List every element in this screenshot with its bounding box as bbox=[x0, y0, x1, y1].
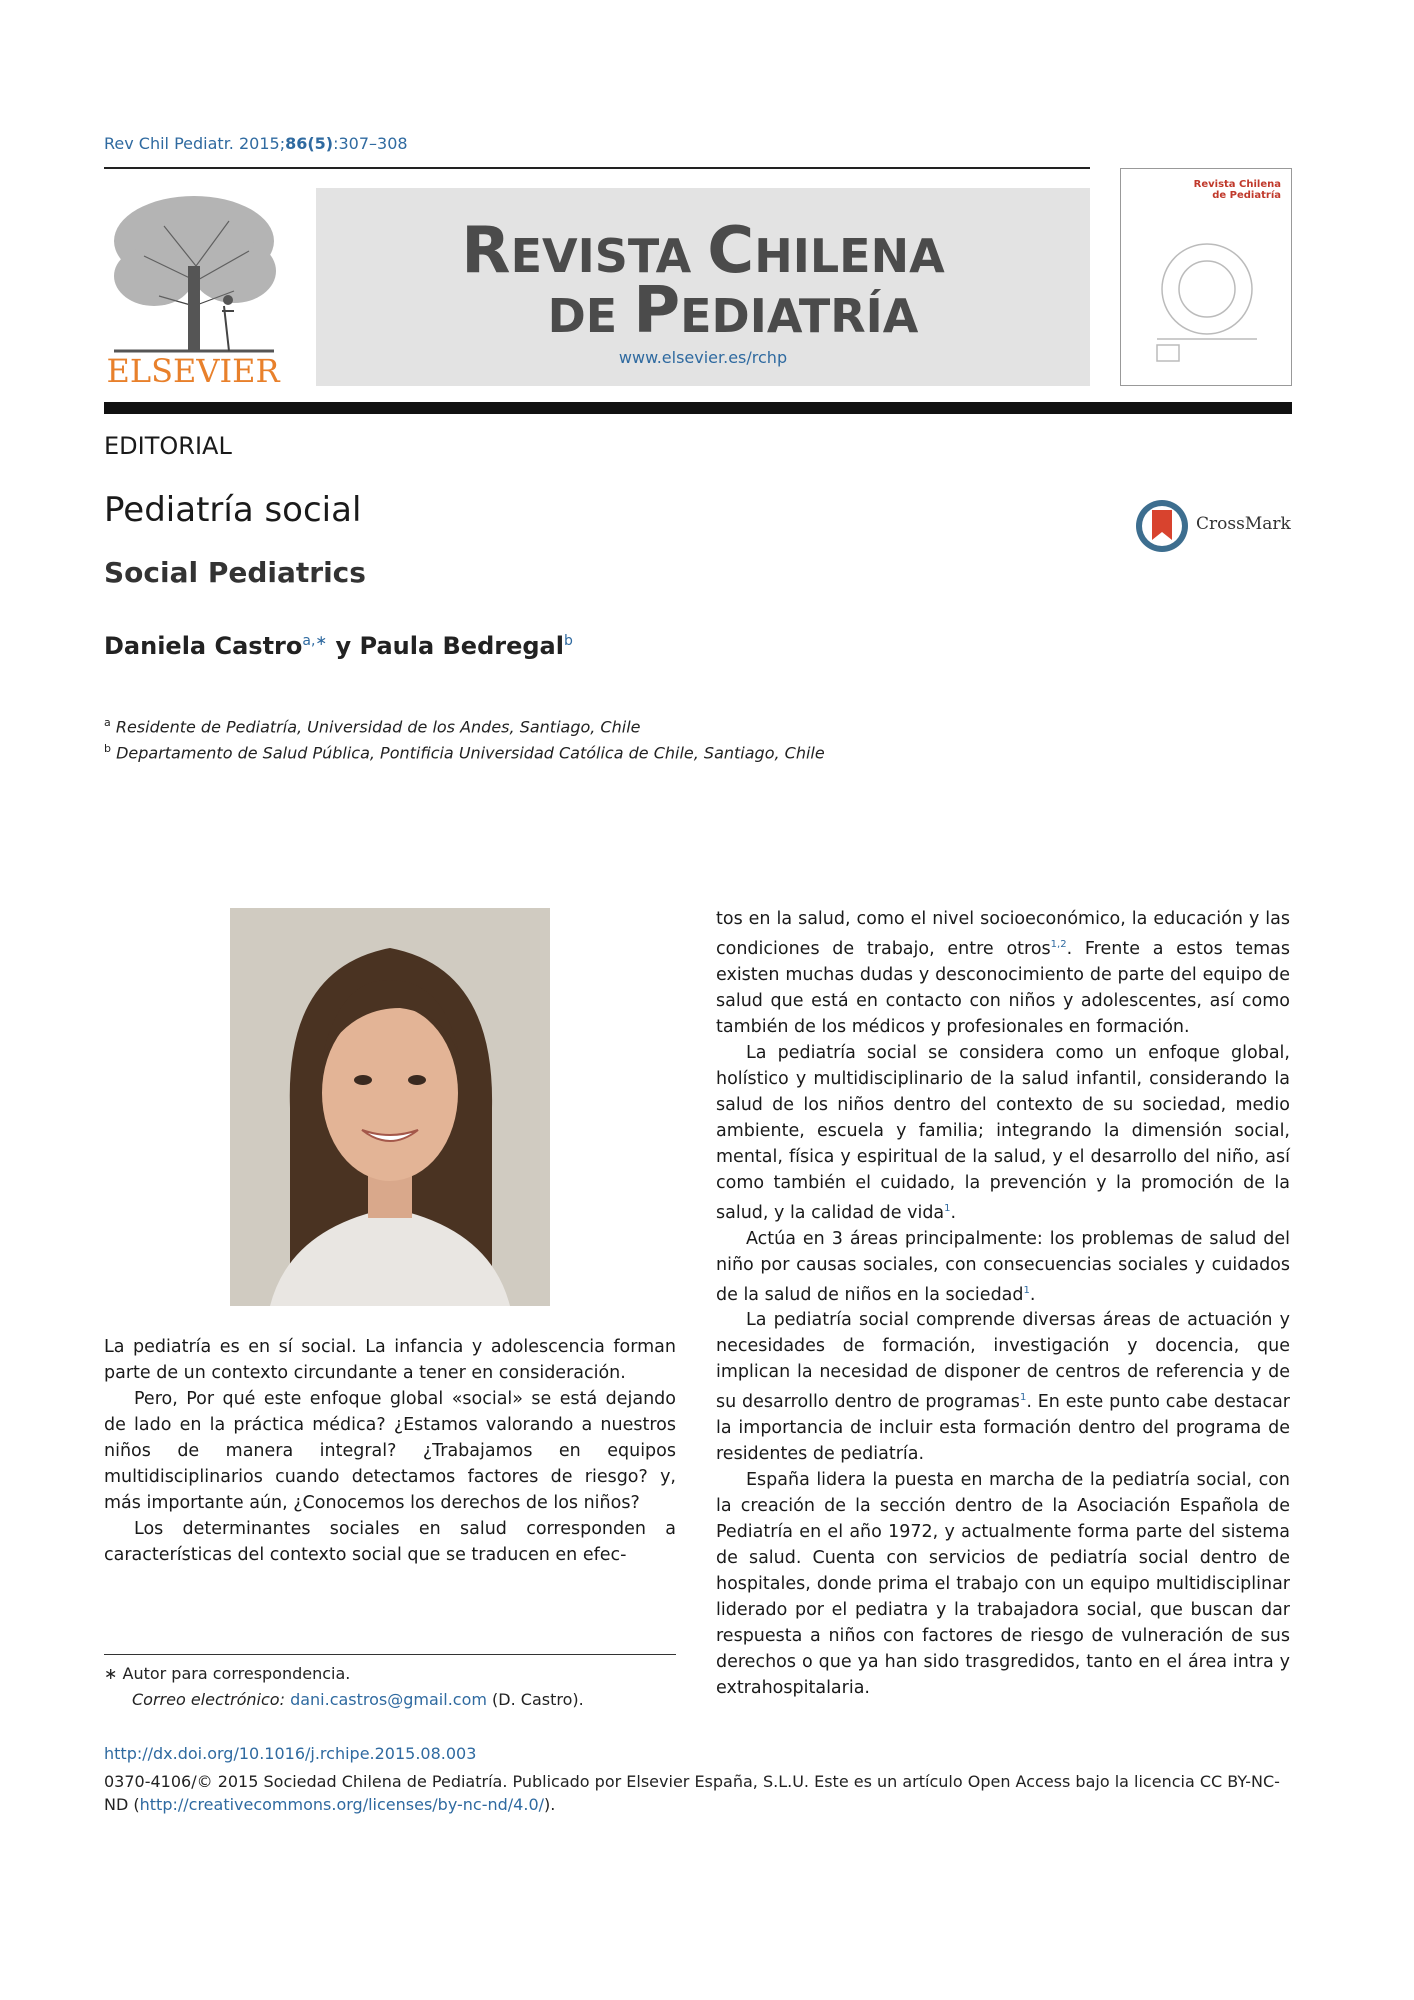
body-column-right bbox=[716, 906, 1290, 1701]
reference-link[interactable]: 1 bbox=[944, 1202, 951, 1214]
paragraph: Pero, Por qué este enfoque global «social» se está dejando de lado en la práctica médica? ¿Estamos valorando a nuestros niños de manera integral? ¿Trabajamos en equipos multidisciplinarios cuando detectamos factores de riesgo? y, más importante aún, ¿Conocemos los derechos de los niños? bbox=[104, 1389, 676, 1513]
footnote-divider bbox=[104, 1654, 676, 1655]
author-name[interactable]: Daniela Castro bbox=[104, 632, 303, 660]
paragraph: La pediatría es en sí social. La infancia y adolescencia forman parte de un contexto circundante a tener en consideración. bbox=[104, 1337, 676, 1383]
paragraph: tos en la salud, como el nivel socioeconómico, la educación y las condiciones de trabajo, entre otros$^{1,2}$. Frente a estos temas existen muchas dudas y desconocimiento de parte del equipo de salud que está en contacto con niños y adolescentes, así como también de los médicos y profesionales en formación. bbox=[716, 909, 1290, 1037]
journal-name-line1: REVISTA CHILENA bbox=[461, 214, 945, 288]
author-list: Daniela Castro$^{a,∗}$ y Paula Bedregal$^b$ bbox=[104, 632, 573, 660]
elsevier-wordmark: ELSEVIER bbox=[106, 352, 280, 390]
journal-cover-thumbnail bbox=[1120, 168, 1292, 386]
license-link[interactable]: http://creativecommons.org/licenses/by-nc-nd/4.0/ bbox=[139, 1795, 545, 1814]
paragraph: La pediatría social comprende diversas áreas de actuación y necesidades de formación, investigación y docencia, que implican la necesidad de disponer de centros de referencia y de su desarrollo dentro de programas$^1$. En este punto cabe destacar la importancia de incluir esta formación dentro del programa de residentes de pediatría. bbox=[716, 1310, 1290, 1465]
paragraph: España lidera la puesta en marcha de la pediatría social, con la creación de la sección dentro de la Asociación Española de Pediatría en el año 1972, y actualmente forma parte del sistema de salud. Cuenta con servicios de pediatría social dentro de hospitales, donde prima el trabajo con un equipo multidisciplinar liderado por el pediatra y la trabajadora social, que buscan dar respuesta a niños con factores de riesgo de vulneración de sus derechos o que ya han sido trasgredidos, tanto en el área intra y extrahospitalaria. bbox=[716, 1470, 1290, 1699]
reference-link[interactable]: 1,2 bbox=[1050, 939, 1067, 950]
article-title-english: Social Pediatrics bbox=[104, 556, 366, 589]
crossmark-icon[interactable] bbox=[1134, 496, 1190, 556]
email-note: Correo electrónico: dani.castros@gmail.com (D. Castro). bbox=[132, 1690, 584, 1709]
article-title: Pediatría social bbox=[104, 490, 362, 530]
email-link[interactable]: dani.castros@gmail.com bbox=[290, 1690, 487, 1709]
top-divider bbox=[104, 167, 1090, 169]
citation-journal: Rev Chil Pediatr. 2015; bbox=[104, 134, 286, 153]
affiliation: $^a$ Residente de Pediatría, Universidad de los Andes, Santiago, Chile bbox=[104, 716, 641, 737]
affiliation: $^b$ Departamento de Salud Pública, Pontificia Universidad Católica de Chile, Santiago, Chile bbox=[104, 742, 825, 763]
correspondence-note: ∗ Autor para correspondencia. bbox=[104, 1664, 351, 1683]
author-affiliation-mark[interactable]: a,∗ bbox=[302, 633, 328, 649]
journal-name-line2: DE PEDIATRÍA bbox=[547, 274, 919, 348]
paragraph: La pediatría social se considera como un enfoque global, holístico y multidisciplinario de la salud infantil, considerando la salud de los niños dentro del contexto de su sociedad, medio ambiente, escuela y familia; integrando la dimensión social, mental, física y espiritual de la salud, y el desarrollo del niño, así como también el cuidado, la prevención y la promoción de la salud, y la calidad de vida$^1$. bbox=[716, 1042, 1290, 1223]
author-photo bbox=[230, 908, 550, 1306]
cover-title: Revista Chilena de Pediatría bbox=[1193, 179, 1281, 201]
section-label: EDITORIAL bbox=[104, 432, 232, 460]
body-column-left bbox=[104, 1334, 676, 1568]
journal-banner bbox=[316, 188, 1090, 386]
header-thick-divider bbox=[104, 402, 1292, 414]
journal-url[interactable]: www.elsevier.es/rchp bbox=[618, 348, 788, 367]
paragraph: Actúa en 3 áreas principalmente: los problemas de salud del niño por causas sociales, con consecuencias sociales y cuidados de la salud de niños en la sociedad$^1$. bbox=[716, 1228, 1290, 1305]
author-affiliation-mark[interactable]: b bbox=[563, 633, 573, 649]
reference-link[interactable]: 1 bbox=[1019, 1392, 1027, 1404]
doi-link[interactable]: http://dx.doi.org/10.1016/j.rchipe.2015.08.003 bbox=[104, 1744, 477, 1763]
crossmark-label[interactable]: CrossMark bbox=[1196, 514, 1291, 534]
license-statement: 0370-4106/© 2015 Sociedad Chilena de Pediatría. Publicado por Elsevier España, S.L.U. Este es un artículo Open Access bajo la licencia CC BY-NC-ND (http://creativecommons.org/licenses/by-nc-nd/4.0/). bbox=[104, 1772, 1280, 1814]
paragraph: Los determinantes sociales en salud corresponden a características del contexto social que se traducen en efec- bbox=[104, 1519, 676, 1565]
reference-link[interactable]: 1 bbox=[1023, 1284, 1030, 1296]
citation-pages: :307–308 bbox=[333, 134, 408, 153]
citation-volume: 86(5) bbox=[285, 134, 334, 153]
author-name[interactable]: Paula Bedregal bbox=[359, 632, 564, 660]
cover-illustration bbox=[1137, 219, 1277, 369]
journal-citation bbox=[104, 134, 408, 153]
